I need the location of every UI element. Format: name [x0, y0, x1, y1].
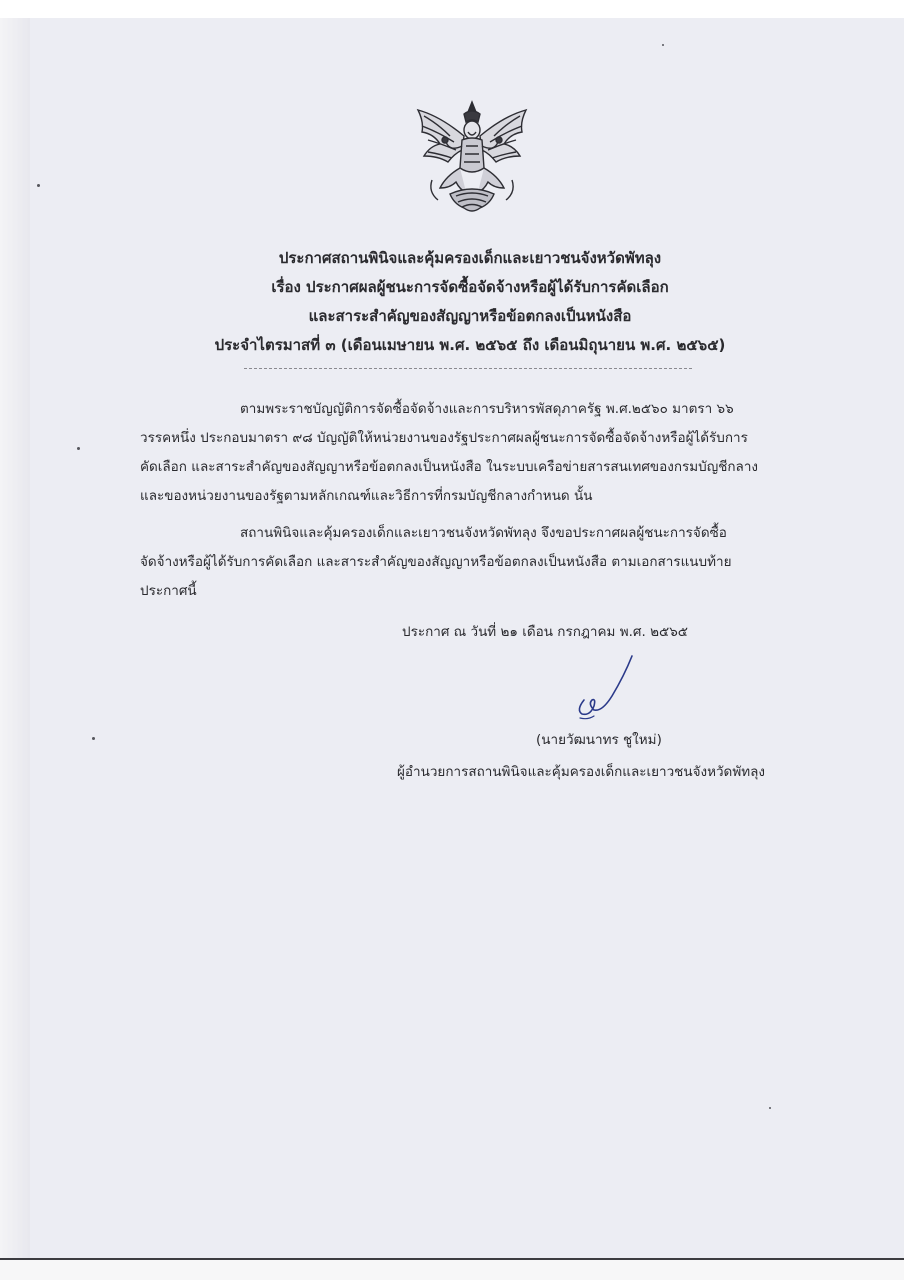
header-period: ประจำไตรมาสที่ ๓ (เดือนเมษายน พ.ศ. ๒๕๖๕ ถึง เดือนมิถุนายน พ.ศ. ๒๕๖๕) [214, 336, 726, 354]
header-divider [244, 368, 692, 369]
paragraph-line: ตามพระราชบัญญัติการจัดซื้อจัดจ้างและการบริหารพัสดุภาครัฐ พ.ศ.๒๕๖๐ มาตรา ๖๖ [240, 401, 734, 417]
scan-speck [769, 1107, 771, 1109]
scan-speck [662, 44, 664, 46]
header-org-title: ประกาศสถานพินิจและคุ้มครองเด็กและเยาวชนจังหวัดพัทลุง [278, 249, 662, 267]
header-subject-continued: และสาระสำคัญของสัญญาหรือข้อตกลงเป็นหนังสือ [308, 307, 632, 325]
signer-title: ผู้อำนวยการสถานพินิจและคุ้มครองเด็กและเยาวชนจังหวัดพัทลุง [397, 764, 765, 780]
announcement-date: ประกาศ ณ วันที่ ๒๑ เดือน กรกฎาคม พ.ศ. ๒๕๖๕ [402, 624, 688, 640]
header-subject: เรื่อง ประกาศผลผู้ชนะการจัดซื้อจัดจ้างหรือผู้ได้รับการคัดเลือก [271, 278, 669, 296]
paragraph-line: ประกาศนี้ [140, 583, 197, 599]
handwritten-signature [572, 648, 642, 723]
scan-speck [92, 737, 95, 740]
paragraph-line: สถานพินิจและคุ้มครองเด็กและเยาวชนจังหวัดพัทลุง จึงขอประกาศผลผู้ชนะการจัดซื้อ [240, 525, 727, 541]
signer-name: (นายวัฒนาทร ชูใหม่) [536, 732, 662, 748]
paragraph-line: คัดเลือก และสาระสำคัญของสัญญาหรือข้อตกลงเป็นหนังสือ ในระบบเครือข่ายสารสนเทศของกรมบัญชีกลาง [140, 459, 758, 475]
scan-bottom-margin [0, 1258, 904, 1280]
body-paragraph-1 [140, 395, 808, 511]
garuda-emblem-icon [410, 96, 534, 220]
paragraph-line: และของหน่วยงานของรัฐตามหลักเกณฑ์และวิธีการที่กรมบัญชีกลางกำหนด นั้น [140, 488, 593, 504]
scan-speck [37, 184, 40, 187]
body-paragraph-2 [140, 519, 808, 606]
scan-speck [77, 447, 80, 450]
scan-left-edge [0, 18, 30, 1258]
announcement-header [150, 244, 790, 360]
paragraph-line: วรรคหนึ่ง ประกอบมาตรา ๙๘ บัญญัติให้หน่วยงานของรัฐประกาศผลผู้ชนะการจัดซื้อจัดจ้างหรือผู้ได้รับการ [140, 430, 748, 446]
paragraph-line: จัดจ้างหรือผู้ได้รับการคัดเลือก และสาระสำคัญของสัญญาหรือข้อตกลงเป็นหนังสือ ตามเอกสารแนบท้าย [140, 554, 732, 570]
scan-top-margin [0, 0, 904, 18]
